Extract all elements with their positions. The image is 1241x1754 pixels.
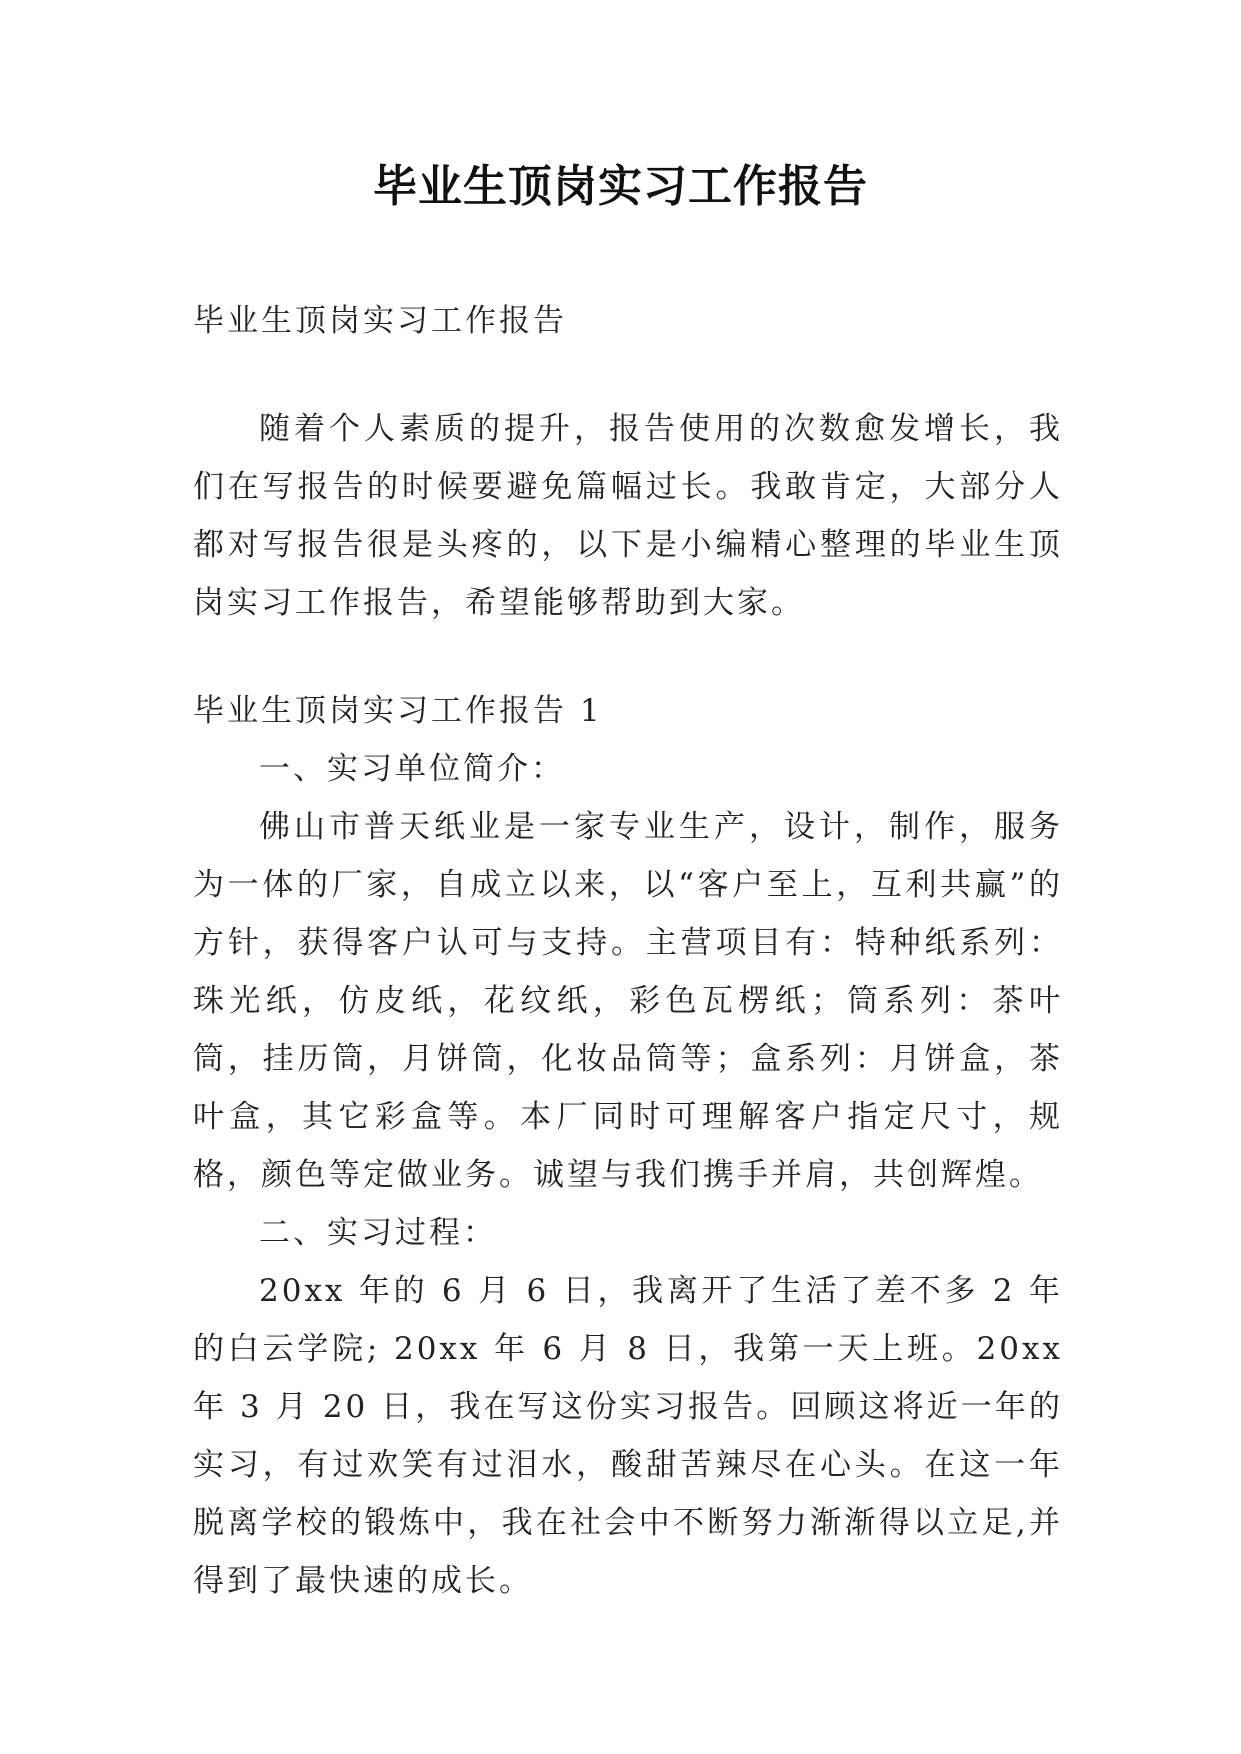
part1-paragraph: 佛山市普天纸业是一家专业生产，设计，制作，服务为一体的厂家，自成立以来，以“客户至上，互利共赢”的方针，获得客户认可与支持。主营项目有：特种纸系列：珠光纸，仿皮纸，花纹纸，彩色瓦楞纸；筒系列：茶叶筒，挂历筒，月饼筒，化妆品筒等；盒系列：月饼盒，茶叶盒，其它彩盒等。本厂同时可理解客户指定尺寸，规格，颜色等定做业务。诚望与我们携手并肩，共创辉煌。 <box>193 809 1063 1193</box>
part2-paragraph: 20xx 年的 6 月 6 日，我离开了生活了差不多 2 年的白云学院; 20xx 年 6 月 8 日，我第一天上班。20xx 年 3 月 20 日，我在写这份实习报告。回顾这将近一年的实习，有过欢笑有过泪水，酸甜苦辣尽在心头。在这一年脱离学校的锻炼中，我在社会中不断努力渐渐得以立足,并得到了最快速的成长。 <box>193 1273 1063 1599</box>
document-subtitle: 毕业生顶岗实习工作报告 <box>193 303 567 339</box>
part1-heading: 一、实习单位简介： <box>259 751 565 787</box>
part2-heading: 二、实习过程： <box>259 1215 497 1251</box>
section-title: 毕业生顶岗实习工作报告 1 <box>193 693 603 729</box>
document-title: 毕业生顶岗实习工作报告 <box>373 161 868 212</box>
document-body <box>193 292 1063 1610</box>
intro-paragraph: 随着个人素质的提升，报告使用的次数愈发增长，我们在写报告的时候要避免篇幅过长。我敢肯定，大部分人都对写报告很是头疼的，以下是小编精心整理的毕业生顶岗实习工作报告，希望能够帮助到大家。 <box>193 411 1063 621</box>
